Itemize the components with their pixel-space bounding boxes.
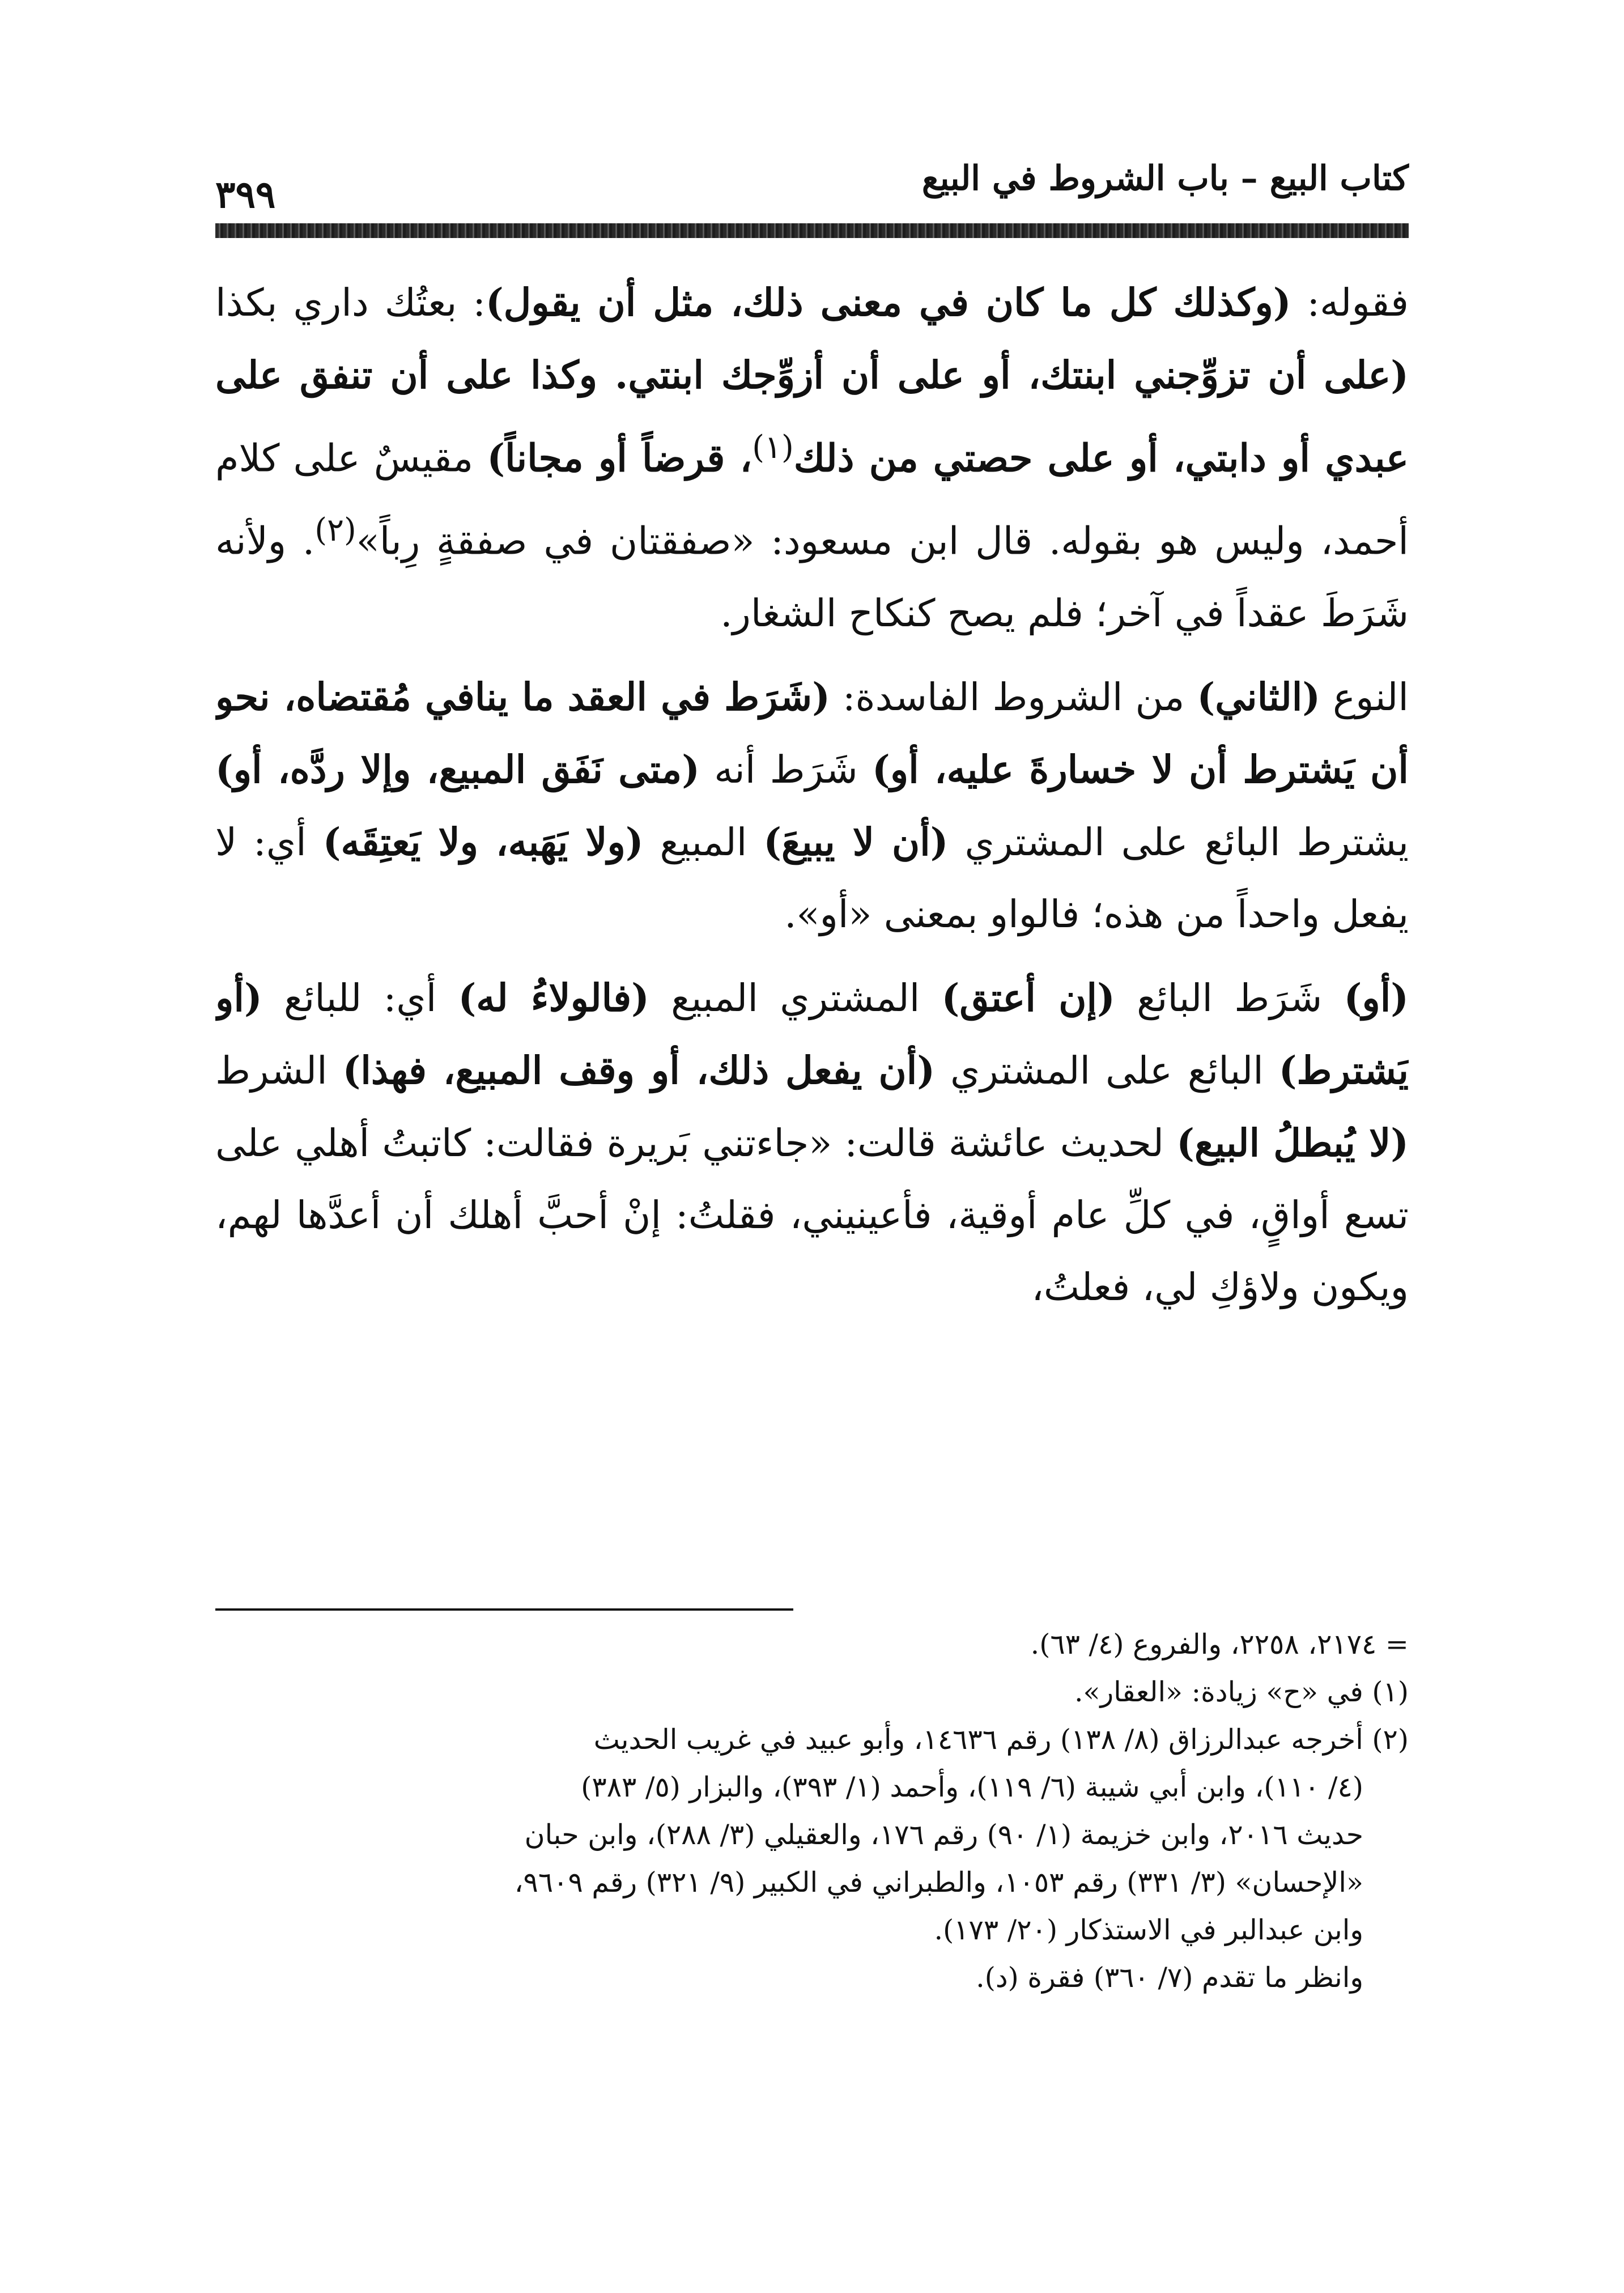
footnotes	[215, 1621, 1409, 2131]
bold-matn: (شَرَط في العقد ما ينافي مُقتضاه، نحو أن يَشترط أن لا خسارةَ عليه، أو)	[215, 674, 1409, 792]
bold-matn: (أو يَشترط)	[215, 975, 1409, 1093]
text-span: النوع	[1320, 674, 1409, 719]
text-span: شَرَط البائع	[1115, 975, 1344, 1020]
bold-matn: ، قرضاً أو مجاناً)	[487, 435, 753, 481]
bold-matn: (أو)	[1344, 975, 1409, 1020]
bold-matn: (ولا يَهَبه، ولا يَعتِقَه)	[322, 819, 644, 864]
main-text	[215, 266, 1409, 1536]
footnote-2-line: (٢) أخرجه عبدالرزاق (٨/ ١٣٨) رقم ١٤٦٣٦، وأبو عبيد في غريب الحديث	[593, 1723, 1409, 1756]
text-span: المبيع	[643, 819, 764, 864]
text-span: مقيسٌ على كلام أحمد، وليس هو بقوله. قال ابن مسعود: «صفقتان في صفقةٍ رِباً»	[215, 436, 1409, 563]
bold-matn: (متى نَفَق المبيع، وإلا ردَّه، أو)	[215, 746, 700, 792]
text-span: المشتري المبيع	[649, 975, 942, 1020]
footnote-1: (١) في «ح» زيادة: «العقار».	[1074, 1676, 1409, 1708]
footnote-2-line: وابن عبدالبر في الاستذكار (٢٠/ ١٧٣).	[934, 1914, 1363, 1946]
text-span: من الشروط الفاسدة:	[830, 674, 1197, 719]
footnote-2-line: (٤/ ١١٠)، وابن أبي شيبة (٦/ ١١٩)، وأحمد (١/ ٣٩٣)، والبزار (٥/ ٣٨٣)	[581, 1771, 1363, 1803]
footnote-2-line: حديث ٢٠١٦، وابن خزيمة (١/ ٩٠) رقم ١٧٦، والعقيلي (٣/ ٢٨٨)، وابن حبان	[524, 1819, 1363, 1851]
paragraph-1	[215, 266, 1409, 649]
bold-matn: (لا يُبطلُ البيع)	[1176, 1120, 1409, 1165]
bold-matn: (إن أعتق)	[941, 975, 1115, 1020]
footnote-continuation: = ٢١٧٤، ٢٢٥٨، والفروع (٤/ ٦٣).	[1030, 1628, 1409, 1661]
bold-matn: (على أن تزوِّجني ابنتك، أو على أن أزوِّجك ابنتي. وكذا على أن تنفق على عبدي أو دابتي، أو على حصتي من ذلك	[215, 353, 1409, 481]
page-number: ٣٩٩	[215, 172, 276, 216]
text-span: لحديث عائشة قالت: «جاءتني بَريرة فقالت: كاتبتُ أهلي على تسع أواقٍ، في كلِّ عام أوقية، فأعينيني، فقلتُ: إنْ أحبَّ أهلك أن أعدَّها لهم، ويكون ولاؤكِ لي، فعلتُ،	[215, 1120, 1409, 1309]
text-span: فقوله:	[1291, 281, 1409, 325]
footnote-ref-2: (٢)	[314, 512, 356, 549]
running-title: كتاب البيع – باب الشروط في البيع	[921, 159, 1409, 198]
text-span: أي: لا يفعل واحداً من هذه؛ فالواو بمعنى «أو».	[215, 819, 1409, 936]
footnote-2-line: وانظر ما تقدم (٧/ ٣٦٠) فقرة (د).	[976, 1961, 1363, 1994]
running-header	[215, 153, 1409, 244]
footnote-2-line: «الإحسان» (٣/ ٣٣١) رقم ١٠٥٣، والطبراني في الكبير (٩/ ٣٢١) رقم ٩٦٠٩،	[514, 1866, 1363, 1899]
bold-matn: (الثاني)	[1197, 674, 1321, 719]
text-span: شَرَط أنه	[699, 747, 873, 792]
bold-matn: (فالولاءُ له)	[458, 975, 649, 1020]
paragraph-2	[215, 661, 1409, 950]
paragraph-3	[215, 962, 1409, 1323]
header-rule	[215, 223, 1409, 238]
text-span: يشترط البائع على المشتري	[948, 819, 1409, 864]
text-span: : بعتُك داري بكذا	[215, 281, 486, 325]
bold-matn: (وكذلك كل ما كان في معنى ذلك، مثل أن يقول)	[485, 280, 1291, 325]
bold-matn: (أن يفعل ذلك، أو وقف المبيع، فهذا)	[342, 1047, 936, 1093]
bold-matn: (أن لا يبيعَ)	[763, 819, 949, 864]
text-span: البائع على المشتري	[935, 1048, 1279, 1093]
footnote-separator	[215, 1608, 793, 1611]
text-span: الشرط	[215, 1048, 343, 1093]
text-span: أي: للبائع	[262, 975, 458, 1020]
text-span: . ولأنه شَرَطَ عقداً في آخر؛ فلم يصح كنكاح الشغار.	[215, 519, 1409, 635]
footnote-ref-1: (١)	[752, 429, 794, 466]
